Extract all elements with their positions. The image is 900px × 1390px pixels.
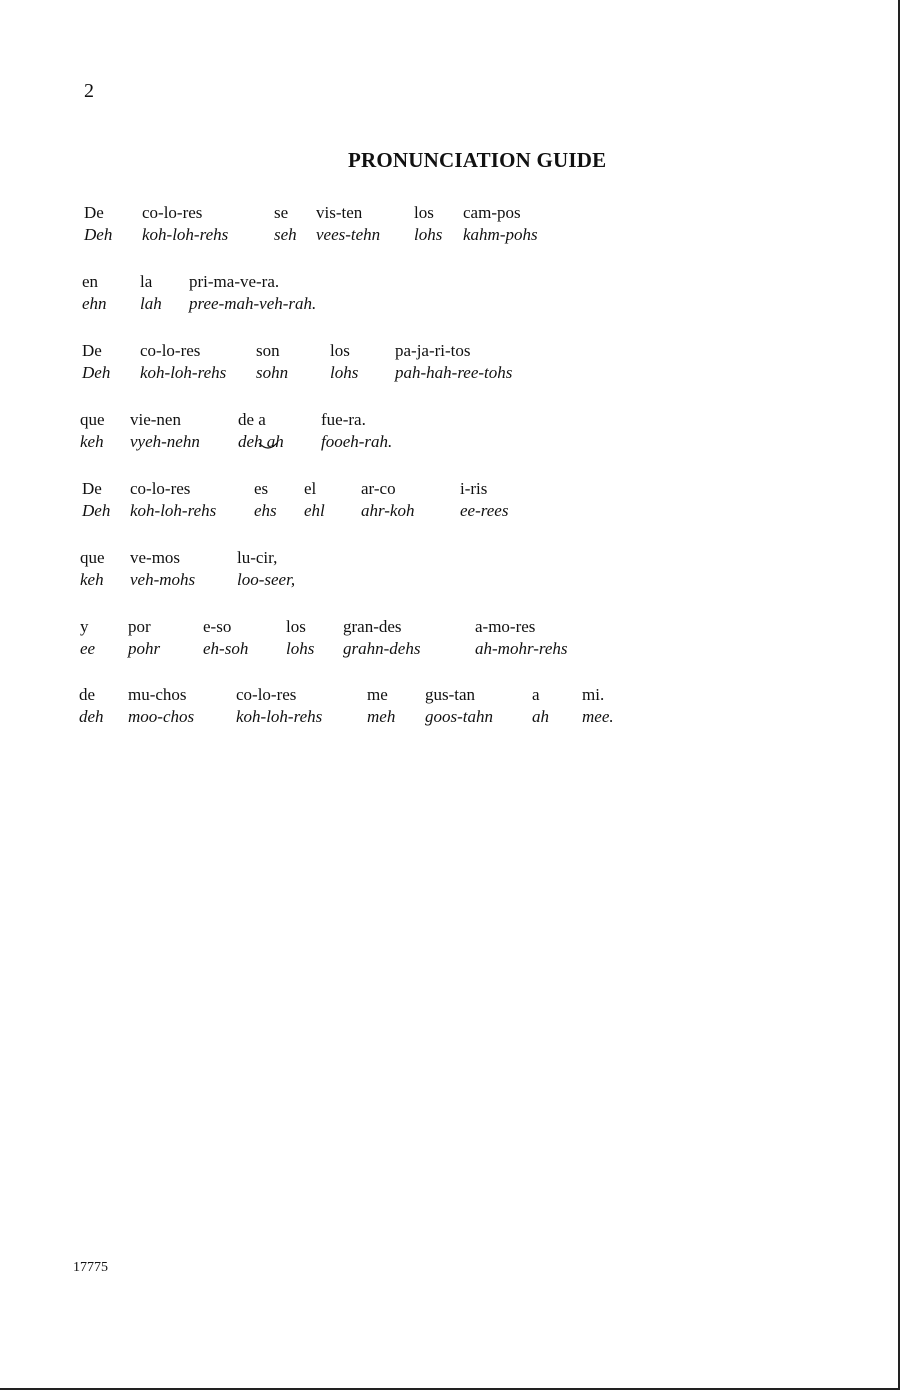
word-pair — [80, 410, 105, 454]
word-pair — [79, 685, 104, 729]
spanish-syllables: lu-cir, — [237, 548, 278, 567]
pronunciation: keh — [80, 432, 104, 451]
spanish-syllables: los — [330, 341, 350, 360]
spanish-syllables: mu-chos — [128, 685, 187, 704]
word-pair — [254, 479, 277, 523]
spanish-syllables: pri-ma-ve-ra. — [189, 272, 280, 291]
word-pair — [330, 341, 358, 385]
word-pair — [414, 203, 442, 247]
word-pair — [128, 617, 160, 661]
pronunciation: keh — [80, 570, 104, 589]
spanish-syllables: De — [82, 479, 102, 498]
word-pair — [532, 685, 549, 729]
pronunciation: lohs — [330, 363, 359, 382]
word-pair — [321, 410, 392, 454]
spanish-syllables: mi. — [582, 685, 605, 704]
spanish-syllables: me — [367, 685, 388, 704]
spanish-syllables: de — [79, 685, 96, 704]
pronunciation: seh — [274, 225, 297, 244]
pronunciation: pohr — [128, 639, 161, 658]
word-pair — [425, 685, 493, 729]
word-pair — [274, 203, 297, 247]
word-pair — [130, 479, 216, 523]
word-pair — [82, 479, 110, 523]
pronunciation: ehn — [82, 294, 107, 313]
spanish-syllables: los — [286, 617, 306, 636]
pronunciation: lah — [140, 294, 162, 313]
pronunciation: moo-chos — [128, 707, 195, 726]
word-pair — [582, 685, 614, 729]
spanish-syllables: co-lo-res — [142, 203, 203, 222]
page-number: 2 — [84, 80, 94, 102]
word-pair — [130, 410, 200, 454]
word-pair — [236, 685, 322, 729]
pronunciation: koh-loh-rehs — [142, 225, 229, 244]
pronunciation: vees-tehn — [316, 225, 381, 244]
pronunciation: veh-mohs — [130, 570, 196, 589]
word-pair — [130, 548, 195, 592]
word-pair — [367, 685, 395, 729]
spanish-syllables: co-lo-res — [130, 479, 191, 498]
spanish-syllables: por — [128, 617, 151, 636]
pronunciation: lohs — [414, 225, 443, 244]
pronunciation: vyeh-nehn — [130, 432, 200, 451]
pronunciation: ehl — [304, 501, 325, 520]
pronunciation: sohn — [256, 363, 289, 382]
catalog-number: 17775 — [73, 1260, 108, 1275]
spanish-syllables: vie-nen — [130, 410, 181, 429]
spanish-syllables: gus-tan — [425, 685, 476, 704]
spanish-syllables: en — [82, 272, 99, 291]
pronunciation: ee-rees — [460, 501, 509, 520]
word-pair — [189, 272, 316, 316]
spanish-syllables: la — [140, 272, 153, 291]
word-pair — [361, 479, 414, 523]
pronunciation: meh — [367, 707, 396, 726]
spanish-syllables: ve-mos — [130, 548, 181, 567]
pronunciation: pah-hah-ree-tohs — [395, 363, 513, 382]
word-pair — [140, 272, 162, 316]
pronunciation: loo-seer, — [237, 570, 296, 589]
pronunciation: deh — [79, 707, 104, 726]
spanish-syllables: co-lo-res — [140, 341, 201, 360]
pronunciation: Deh — [82, 501, 111, 520]
spanish-syllables: cam-pos — [463, 203, 521, 222]
pronunciation: ah — [532, 707, 549, 726]
pronunciation: ahr-koh — [361, 501, 415, 520]
elision-tie-mark — [258, 441, 278, 453]
spanish-syllables: i-ris — [460, 479, 488, 498]
spanish-syllables: los — [414, 203, 434, 222]
word-pair — [460, 479, 508, 523]
word-pair — [316, 203, 380, 247]
spanish-syllables: gran-des — [343, 617, 402, 636]
spanish-syllables: e-so — [203, 617, 232, 636]
spanish-syllables: fue-ra. — [321, 410, 366, 429]
pronunciation: goos-tahn — [425, 707, 493, 726]
spanish-syllables: vis-ten — [316, 203, 363, 222]
pronunciation: fooeh-rah. — [321, 432, 393, 451]
spanish-syllables: son — [256, 341, 280, 360]
pronunciation: deh ah — [238, 432, 284, 451]
word-pair — [463, 203, 538, 247]
pronunciation: koh-loh-rehs — [236, 707, 323, 726]
word-pair — [82, 341, 110, 385]
word-pair — [256, 341, 288, 385]
spanish-syllables: ar-co — [361, 479, 396, 498]
spanish-syllables: el — [304, 479, 317, 498]
spanish-syllables: De — [84, 203, 104, 222]
spanish-syllables: se — [274, 203, 289, 222]
spanish-syllables: que — [80, 548, 105, 567]
pronunciation: Deh — [82, 363, 111, 382]
word-pair — [475, 617, 568, 661]
pronunciation: ehs — [254, 501, 277, 520]
pronunciation: eh-soh — [203, 639, 249, 658]
pronunciation: pree-mah-veh-rah. — [189, 294, 317, 313]
word-pair — [80, 548, 105, 592]
word-pair — [140, 341, 226, 385]
word-pair — [203, 617, 248, 661]
spanish-syllables: co-lo-res — [236, 685, 297, 704]
spanish-syllables: De — [82, 341, 102, 360]
pronunciation: koh-loh-rehs — [140, 363, 227, 382]
word-pair — [80, 617, 95, 661]
spanish-syllables: es — [254, 479, 269, 498]
pronunciation: mee. — [582, 707, 614, 726]
word-pair — [82, 272, 107, 316]
word-pair — [128, 685, 194, 729]
pronunciation: koh-loh-rehs — [130, 501, 217, 520]
spanish-syllables: de a — [238, 410, 266, 429]
word-pair — [84, 203, 112, 247]
pronunciation: Deh — [84, 225, 113, 244]
word-pair — [286, 617, 314, 661]
pronunciation: ee — [80, 639, 96, 658]
pronunciation: lohs — [286, 639, 315, 658]
spanish-syllables: a-mo-res — [475, 617, 536, 636]
word-pair — [395, 341, 512, 385]
word-pair — [304, 479, 325, 523]
page-title: PRONUNCIATION GUIDE — [348, 148, 607, 172]
word-pair — [343, 617, 420, 661]
spanish-syllables: pa-ja-ri-tos — [395, 341, 471, 360]
pronunciation: kahm-pohs — [463, 225, 538, 244]
spanish-syllables: que — [80, 410, 105, 429]
pronunciation: ah-mohr-rehs — [475, 639, 568, 658]
spanish-syllables: y — [80, 617, 89, 636]
spanish-syllables: a — [532, 685, 540, 704]
word-pair — [142, 203, 228, 247]
word-pair — [237, 548, 295, 592]
pronunciation: grahn-dehs — [343, 639, 421, 658]
